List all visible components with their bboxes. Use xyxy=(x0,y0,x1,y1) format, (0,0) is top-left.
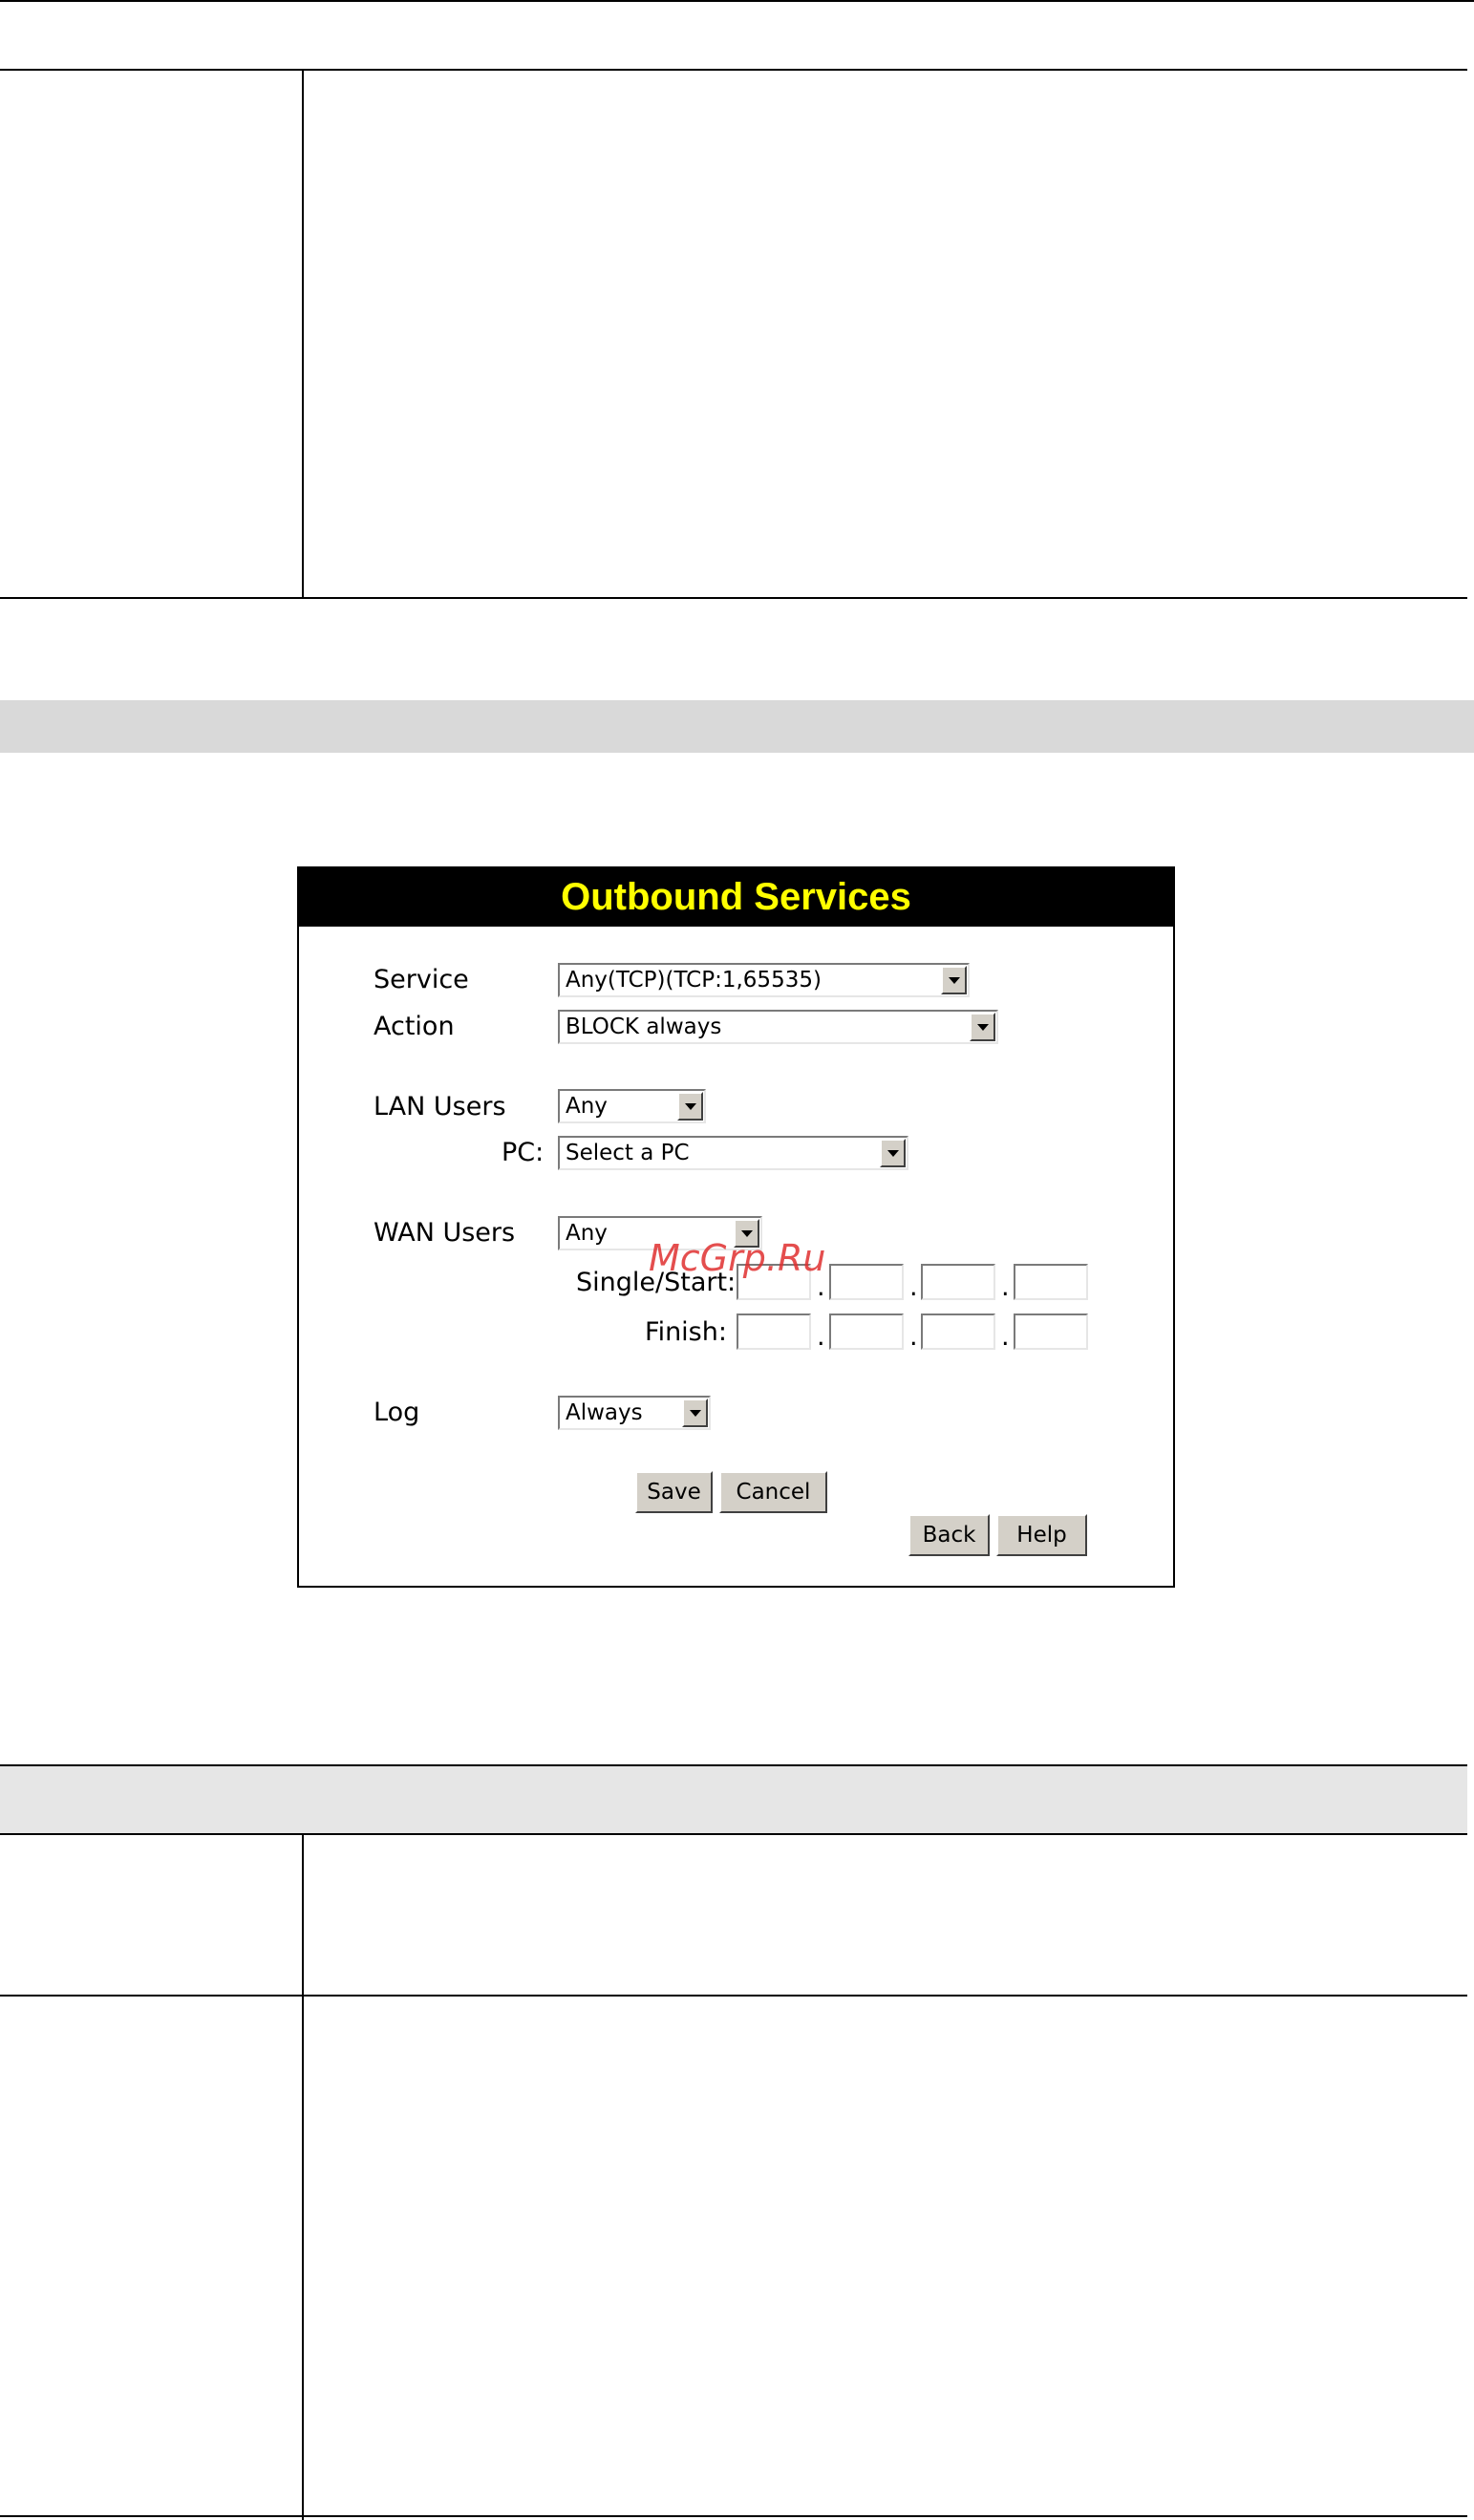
lan-users-select-value: Any xyxy=(566,1094,608,1119)
ip-separator: . xyxy=(1001,1322,1010,1352)
lan-users-select[interactable] xyxy=(558,1089,706,1123)
pc-label: PC: xyxy=(502,1138,545,1167)
table-top-border xyxy=(0,69,1467,71)
finish-ip-octet-3[interactable] xyxy=(921,1313,995,1350)
service-select-value: Any(TCP)(TCP:1,65535) xyxy=(566,968,822,993)
pc-select[interactable] xyxy=(558,1136,908,1170)
ip-separator: . xyxy=(817,1322,825,1352)
cancel-button[interactable]: Cancel xyxy=(719,1471,827,1513)
table-row-border xyxy=(0,1995,1467,1997)
save-button[interactable]: Save xyxy=(635,1471,713,1513)
chevron-down-icon[interactable] xyxy=(880,1139,906,1167)
single-start-ip-octet-3[interactable] xyxy=(921,1264,995,1300)
action-select[interactable] xyxy=(558,1010,998,1044)
service-select[interactable] xyxy=(558,963,970,997)
section-heading-bar xyxy=(0,700,1474,753)
service-label: Service xyxy=(374,965,469,994)
finish-ip-octet-2[interactable] xyxy=(829,1313,904,1350)
table-header-row xyxy=(0,1765,1467,1834)
chevron-down-icon[interactable] xyxy=(677,1092,703,1121)
table-header-top-border xyxy=(0,1764,1467,1766)
action-label: Action xyxy=(374,1012,455,1041)
watermark: McGrp.Ru xyxy=(649,1237,826,1279)
table-bottom-border xyxy=(0,2515,1467,2517)
single-start-ip-octet-4[interactable] xyxy=(1014,1264,1088,1300)
wan-users-label: WAN Users xyxy=(374,1218,516,1248)
log-select-value: Always xyxy=(566,1400,643,1425)
table-bottom-border xyxy=(0,597,1467,599)
finish-ip-octet-4[interactable] xyxy=(1014,1313,1088,1350)
table-column-divider xyxy=(302,69,304,599)
ip-separator: . xyxy=(817,1272,825,1302)
ip-separator: . xyxy=(909,1322,918,1352)
action-select-value: BLOCK always xyxy=(566,1014,722,1039)
chevron-down-icon[interactable] xyxy=(941,966,967,994)
ip-separator: . xyxy=(1001,1272,1010,1302)
wan-users-select-value: Any xyxy=(566,1221,608,1246)
table-column-divider xyxy=(302,1834,304,2520)
ip-separator: . xyxy=(909,1272,918,1302)
chevron-down-icon[interactable] xyxy=(682,1399,708,1427)
finish-label: Finish: xyxy=(645,1317,727,1347)
outbound-services-panel xyxy=(297,866,1175,1588)
chevron-down-icon[interactable] xyxy=(970,1013,995,1041)
panel-title: Outbound Services xyxy=(299,868,1173,927)
table-header-bottom-border xyxy=(0,1833,1467,1835)
log-label: Log xyxy=(374,1398,420,1427)
back-button[interactable]: Back xyxy=(908,1514,990,1556)
lan-users-label: LAN Users xyxy=(374,1092,506,1121)
single-start-label: Single/Start: xyxy=(576,1268,737,1297)
pc-select-value: Select a PC xyxy=(566,1141,690,1165)
log-select[interactable] xyxy=(558,1396,711,1430)
help-button[interactable]: Help xyxy=(996,1514,1087,1556)
top-rule xyxy=(0,0,1474,2)
single-start-ip-octet-2[interactable] xyxy=(829,1264,904,1300)
finish-ip-octet-1[interactable] xyxy=(737,1313,811,1350)
